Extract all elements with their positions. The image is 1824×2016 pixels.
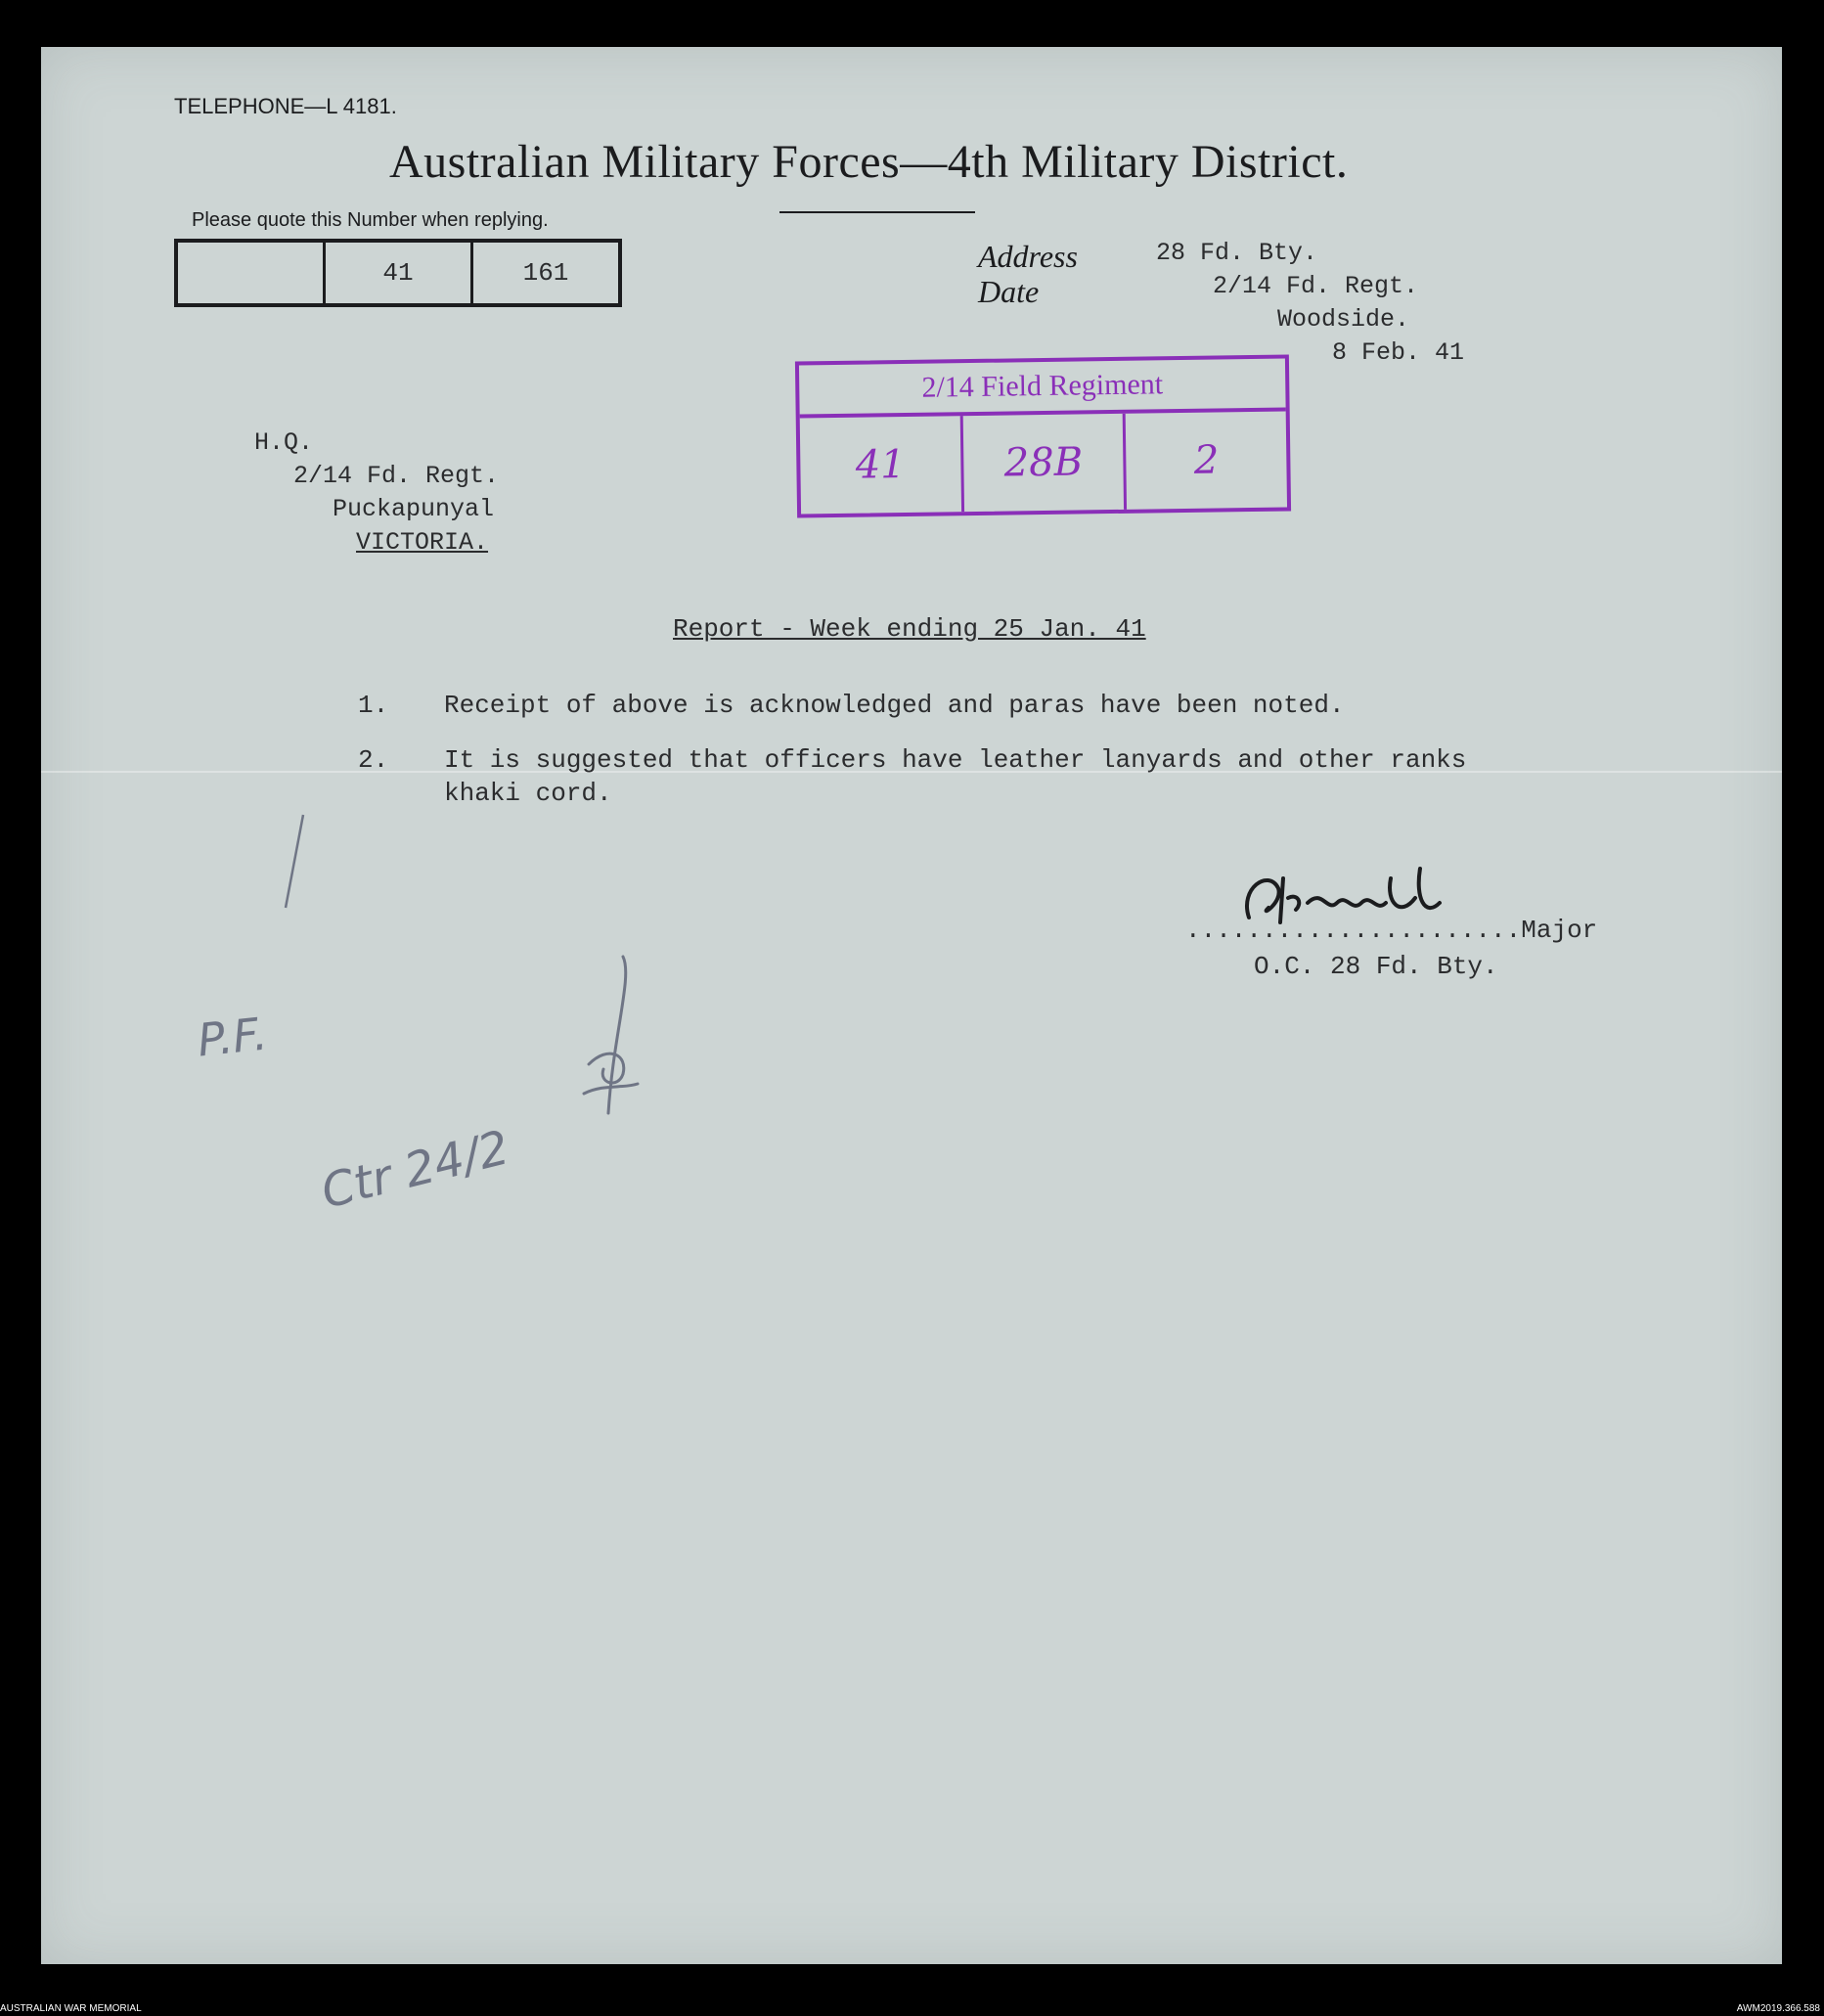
heading-rule	[779, 211, 975, 213]
reference-cell: 41	[326, 243, 473, 303]
recipient-line: 2/14 Fd. Regt.	[293, 462, 500, 490]
sender-line: 28 Fd. Bty.	[1156, 239, 1318, 267]
report-title: Report - Week ending 25 Jan. 41	[673, 614, 1146, 644]
paragraph-text: It is suggested that officers have leather lanyards and other ranks khaki cord.	[444, 745, 1467, 808]
pencil-mark	[276, 810, 315, 918]
stamp-row	[800, 412, 1287, 515]
document-page	[41, 47, 1782, 1964]
paragraph-number: 1.	[358, 691, 389, 720]
recipient-line: H.Q.	[254, 428, 314, 457]
recipient-line: VICTORIA.	[356, 528, 489, 557]
reference-number-box	[174, 239, 622, 307]
stamp-title: 2/14 Field Regiment	[799, 359, 1286, 419]
stamp-cell: 41	[800, 416, 964, 514]
reference-cell: 161	[522, 258, 569, 288]
regiment-stamp	[795, 354, 1291, 517]
telephone-line: TELEPHONE—L 4181.	[174, 94, 397, 118]
paragraph	[358, 743, 1522, 810]
sender-line: Woodside.	[1277, 305, 1410, 334]
pencil-initials	[569, 947, 657, 1123]
sender-line: 8 Feb. 41	[1332, 338, 1465, 367]
date-label: Date	[978, 274, 1040, 309]
quote-note: Please quote this Number when replying.	[192, 209, 549, 231]
address-date-labels	[978, 239, 1078, 309]
reference-cell	[178, 243, 326, 303]
signatory-title: O.C. 28 Fd. Bty.	[1254, 952, 1498, 981]
paragraph-number: 2.	[358, 745, 389, 775]
letterhead-heading: Australian Military Forces—4th Military District.	[389, 136, 1349, 188]
footer-archive-name: AUSTRALIAN WAR MEMORIAL	[0, 2003, 142, 2014]
address-label: Address	[978, 239, 1078, 274]
footer-accession-number: AWM2019.366.588	[1736, 2003, 1820, 2014]
sender-line: 2/14 Fd. Regt.	[1213, 272, 1419, 300]
recipient-line: Puckapunyal	[333, 495, 495, 523]
pencil-note-pf: P.F.	[195, 1007, 270, 1067]
paragraph	[358, 689, 1629, 722]
paragraph-text: Receipt of above is acknowledged and paras have been noted.	[444, 691, 1345, 720]
pencil-note-date: Ctr 24/2	[316, 1120, 515, 1220]
stamp-cell: 2	[1193, 437, 1220, 483]
stamp-cell: 28B	[962, 414, 1127, 512]
signature-line: ......................Major	[1185, 916, 1598, 945]
